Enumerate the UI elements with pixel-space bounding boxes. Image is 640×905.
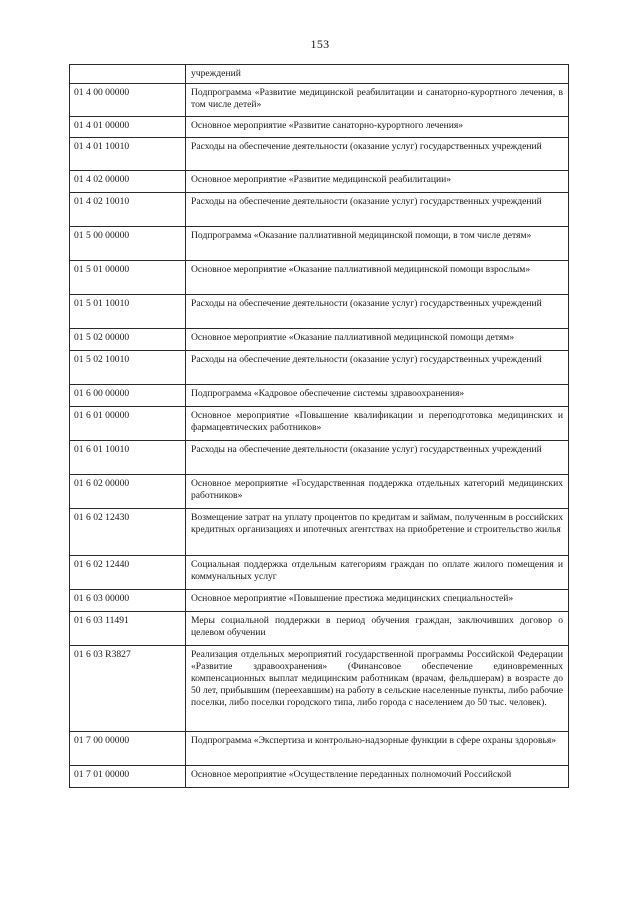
- table-row: [70, 732, 569, 766]
- row-code: 01 6 00 00000: [70, 385, 186, 407]
- row-description: Социальная поддержка отдельным категориям граждан по оплате жилого помещения и коммунальных услуг: [186, 556, 569, 590]
- row-description: Основное мероприятие «Оказание паллиативной медицинской помощи взрослым»: [186, 261, 569, 295]
- row-description: Основное мероприятие «Развитие санаторно-курортного лечения»: [186, 117, 569, 138]
- table-row: [70, 329, 569, 351]
- row-description: Подпрограмма «Оказание паллиативной медицинской помощи, в том числе детям»: [186, 227, 569, 261]
- table-row: [70, 261, 569, 295]
- table-row: [70, 590, 569, 612]
- table-row: [70, 407, 569, 441]
- table-row: [70, 227, 569, 261]
- row-code: 01 6 03 00000: [70, 590, 186, 612]
- table-row: [70, 117, 569, 138]
- table-row: [70, 509, 569, 556]
- table-row: [70, 65, 569, 84]
- row-code: 01 7 00 00000: [70, 732, 186, 766]
- page-number: 153: [310, 37, 330, 51]
- row-description: Расходы на обеспечение деятельности (оказание услуг) государственных учреждений: [186, 295, 569, 329]
- row-description: Основное мероприятие «Повышение квалификации и переподготовка медицинских и фармацевтических работников»: [186, 407, 569, 441]
- row-code: 01 6 01 10010: [70, 441, 186, 475]
- row-description: Подпрограмма «Экспертиза и контрольно-надзорные функции в сфере охраны здоровья»: [186, 732, 569, 766]
- row-code: 01 6 02 12440: [70, 556, 186, 590]
- row-code: 01 5 01 00000: [70, 261, 186, 295]
- row-description: Основное мероприятие «Государственная поддержка отдельных категорий медицинских работников»: [186, 475, 569, 509]
- row-code: 01 4 02 00000: [70, 171, 186, 193]
- table-row: [70, 646, 569, 732]
- budget-codes-table: [69, 64, 569, 788]
- row-code: 01 7 01 00000: [70, 766, 186, 788]
- row-code: 01 5 01 10010: [70, 295, 186, 329]
- table-row: [70, 766, 569, 788]
- row-description: Расходы на обеспечение деятельности (оказание услуг) государственных учреждений: [186, 351, 569, 385]
- row-description: Основное мероприятие «Повышение престижа медицинских специальностей»: [186, 590, 569, 612]
- row-code: [70, 65, 186, 84]
- row-description: Меры социальной поддержки в период обучения граждан, заключивших договор о целевом обучении: [186, 612, 569, 646]
- row-code: 01 4 02 10010: [70, 193, 186, 227]
- table-row: [70, 351, 569, 385]
- row-code: 01 4 00 00000: [70, 84, 186, 117]
- row-description: Подпрограмма «Развитие медицинской реабилитации и санаторно-курортного лечения, в том числе детей»: [186, 84, 569, 117]
- row-description: Расходы на обеспечение деятельности (оказание услуг) государственных учреждений: [186, 138, 569, 171]
- row-description: Реализация отдельных мероприятий государственной программы Российской Федерации «Развитие здравоохранения» (Финансовое обеспечение единовременных компенсационных выплат медицинским работникам (врачам, фельдшерам) в возрасте до 50 лет, прибывшим (переехавшим) на работу в сельские населенные пункты, либо рабочие поселки, либо поселки городского типа, либо города с населением до 50 тыс. человек).: [186, 646, 569, 732]
- row-description: Возмещение затрат на уплату процентов по кредитам и займам, полученным в российских кредитных организациях и ипотечных агентствах на приобретение и строительство жилья: [186, 509, 569, 556]
- row-description: Основное мероприятие «Оказание паллиативной медицинской помощи детям»: [186, 329, 569, 351]
- row-code: 01 6 01 00000: [70, 407, 186, 441]
- row-code: 01 6 02 12430: [70, 509, 186, 556]
- row-description: учреждений: [186, 65, 569, 84]
- table-row: [70, 475, 569, 509]
- row-code: 01 5 00 00000: [70, 227, 186, 261]
- table-row: [70, 441, 569, 475]
- table-row: [70, 193, 569, 227]
- row-description: Основное мероприятие «Развитие медицинской реабилитации»: [186, 171, 569, 193]
- row-code: 01 6 03 R3827: [70, 646, 186, 732]
- row-description: Расходы на обеспечение деятельности (оказание услуг) государственных учреждений: [186, 441, 569, 475]
- table-row: [70, 385, 569, 407]
- table-row: [70, 295, 569, 329]
- row-description: Основное мероприятие «Осуществление переданных полномочий Российской: [186, 766, 569, 788]
- row-code: 01 5 02 00000: [70, 329, 186, 351]
- row-code: 01 6 02 00000: [70, 475, 186, 509]
- row-description: Расходы на обеспечение деятельности (оказание услуг) государственных учреждений: [186, 193, 569, 227]
- row-code: 01 5 02 10010: [70, 351, 186, 385]
- table-row: [70, 556, 569, 590]
- table-body: [70, 65, 569, 788]
- row-description: Подпрограмма «Кадровое обеспечение системы здравоохранения»: [186, 385, 569, 407]
- table-row: [70, 84, 569, 117]
- row-code: 01 4 01 00000: [70, 117, 186, 138]
- table-row: [70, 138, 569, 171]
- table-row: [70, 171, 569, 193]
- table-row: [70, 612, 569, 646]
- row-code: 01 4 01 10010: [70, 138, 186, 171]
- row-code: 01 6 03 11491: [70, 612, 186, 646]
